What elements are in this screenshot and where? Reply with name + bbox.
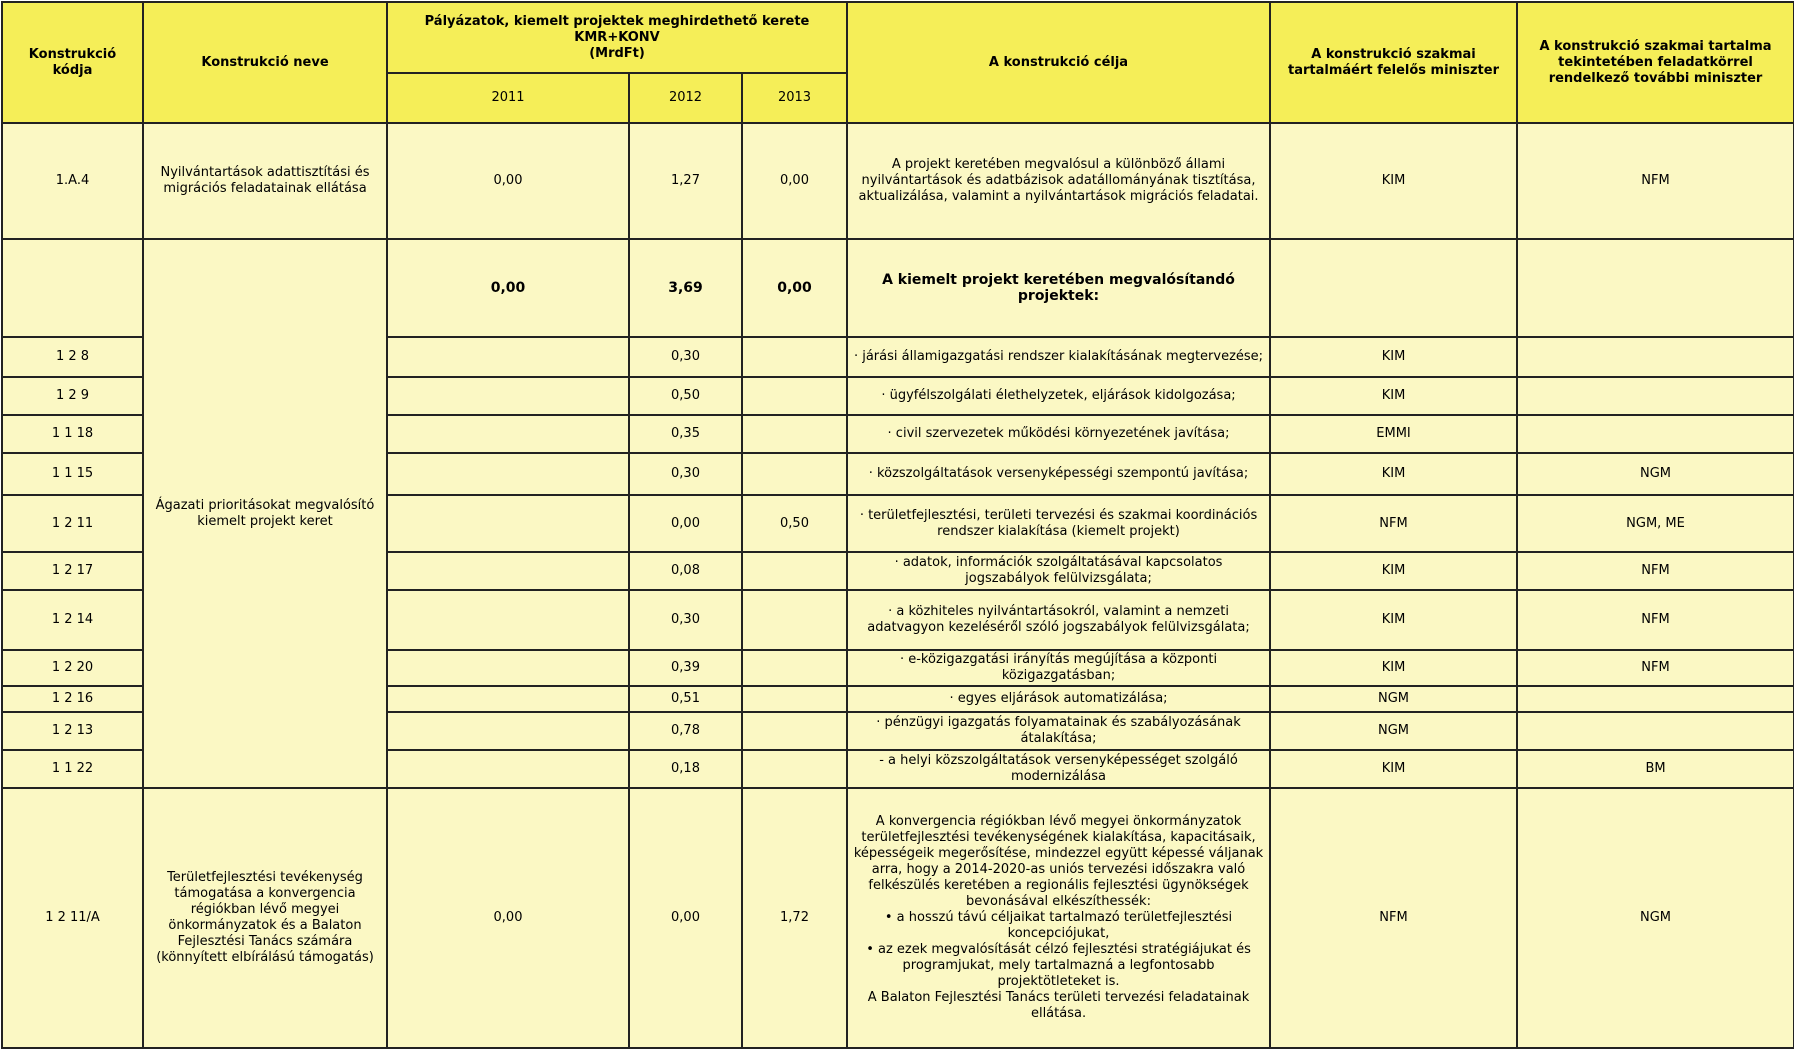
- cell-2012: 0,35: [629, 415, 742, 453]
- cell-code: 1 2 11/A: [2, 788, 143, 1048]
- cell-2011: [387, 712, 629, 750]
- cell-code: 1 1 18: [2, 415, 143, 453]
- cell-code: 1 2 8: [2, 337, 143, 377]
- cell-2013: 0,00: [742, 239, 847, 337]
- cell-2011: [387, 377, 629, 415]
- header-goal: A konstrukció célja: [847, 2, 1270, 123]
- cell-minister: KIM: [1270, 590, 1517, 650]
- cell-2011: [387, 590, 629, 650]
- cell-2012: 0,51: [629, 686, 742, 712]
- cell-2013: 0,00: [742, 123, 847, 239]
- cell-minister: KIM: [1270, 337, 1517, 377]
- cell-minister: NGM: [1270, 686, 1517, 712]
- cell-name: Területfejlesztési tevékenység támogatása a konvergencia régiókban lévő megyei önkormányzatok és a Balaton Fejlesztési Tanács számára (könnyített elbírálású támogatás): [143, 788, 387, 1048]
- header-budget-line2: KMR+KONV: [574, 29, 660, 45]
- cell-minister: NFM: [1270, 788, 1517, 1048]
- cell-code: 1 2 11: [2, 495, 143, 552]
- cell-minister: KIM: [1270, 377, 1517, 415]
- cell-2011: [387, 750, 629, 788]
- cell-code: [2, 239, 143, 337]
- cell-2013: 1,72: [742, 788, 847, 1048]
- cell-minister: NGM: [1270, 712, 1517, 750]
- cell-2011: [387, 552, 629, 590]
- cell-code: 1.A.4: [2, 123, 143, 239]
- table-row: [2, 239, 1794, 337]
- cell-2013: [742, 337, 847, 377]
- cell-goal: · járási államigazgatási rendszer kialakításának megtervezése;: [847, 337, 1270, 377]
- cell-code: 1 2 9: [2, 377, 143, 415]
- cell-2013: [742, 686, 847, 712]
- header-year-2012: 2012: [629, 73, 742, 123]
- cell-2012: 0,30: [629, 337, 742, 377]
- header-budget: [387, 2, 847, 73]
- cell-2011: 0,00: [387, 239, 629, 337]
- cell-minister: KIM: [1270, 650, 1517, 686]
- cell-goal: · közszolgáltatások versenyképességi szempontú javítása;: [847, 453, 1270, 495]
- cell-2011: 0,00: [387, 123, 629, 239]
- table-row: [2, 788, 1794, 1048]
- cell-goal: · a közhiteles nyilvántartásokról, valamint a nemzeti adatvagyon kezeléséről szóló jogszabályok felülvizsgálata;: [847, 590, 1270, 650]
- cell-2012: 0,78: [629, 712, 742, 750]
- cell-other-minister: NGM: [1517, 788, 1794, 1048]
- header-year-2011: 2011: [387, 73, 629, 123]
- cell-2012: 3,69: [629, 239, 742, 337]
- cell-goal: · civil szervezetek működési környezetének javítása;: [847, 415, 1270, 453]
- cell-2011: [387, 650, 629, 686]
- cell-minister: [1270, 239, 1517, 337]
- header-other-minister: A konstrukció szakmai tartalma tekintetében feladatkörrel rendelkező további miniszter: [1517, 2, 1794, 123]
- cell-other-minister: NGM, ME: [1517, 495, 1794, 552]
- goal-line: • a hosszú távú céljaikat tartalmazó területfejlesztési koncepciójukat,: [884, 910, 1233, 941]
- cell-2013: [742, 650, 847, 686]
- cell-2011: [387, 337, 629, 377]
- cell-goal: [847, 788, 1270, 1048]
- cell-other-minister: [1517, 686, 1794, 712]
- cell-goal: · adatok, információk szolgáltatásával kapcsolatos jogszabályok felülvizsgálata;: [847, 552, 1270, 590]
- cell-2012: 0,08: [629, 552, 742, 590]
- cell-2012: 0,00: [629, 495, 742, 552]
- cell-2011: 0,00: [387, 788, 629, 1048]
- cell-2012: 0,18: [629, 750, 742, 788]
- cell-2013: [742, 377, 847, 415]
- cell-code: 1 1 22: [2, 750, 143, 788]
- cell-code: 1 1 15: [2, 453, 143, 495]
- header-budget-line1: Pályázatok, kiemelt projektek meghirdethető kerete: [424, 13, 810, 29]
- header-code: Konstrukció kódja: [2, 2, 143, 123]
- cell-other-minister: [1517, 377, 1794, 415]
- cell-minister: KIM: [1270, 552, 1517, 590]
- cell-2011: [387, 453, 629, 495]
- cell-2013: [742, 712, 847, 750]
- table-row: [2, 123, 1794, 239]
- cell-goal: A kiemelt projekt keretében megvalósítandó projektek:: [847, 239, 1270, 337]
- header-minister: A konstrukció szakmai tartalmáért felelős miniszter: [1270, 2, 1517, 123]
- cell-2011: [387, 415, 629, 453]
- cell-goal: · pénzügyi igazgatás folyamatainak és szabályozásának átalakítása;: [847, 712, 1270, 750]
- cell-other-minister: [1517, 239, 1794, 337]
- cell-2013: [742, 750, 847, 788]
- cell-2012: 0,50: [629, 377, 742, 415]
- cell-other-minister: [1517, 415, 1794, 453]
- cell-minister: NFM: [1270, 495, 1517, 552]
- cell-goal: A projekt keretében megvalósul a különböző állami nyilvántartások és adatbázisok adatállományának tisztítása, aktualizálása, valamint a nyilvántartások migrációs feladatai.: [847, 123, 1270, 239]
- cell-2011: [387, 686, 629, 712]
- cell-2013: [742, 590, 847, 650]
- cell-code: 1 2 20: [2, 650, 143, 686]
- cell-other-minister: NGM: [1517, 453, 1794, 495]
- cell-2013: 0,50: [742, 495, 847, 552]
- construction-table: [1, 1, 1794, 1049]
- header-budget-line3: (MrdFt): [589, 45, 645, 61]
- cell-code: 1 2 16: [2, 686, 143, 712]
- cell-2012: 0,39: [629, 650, 742, 686]
- header-name: Konstrukció neve: [143, 2, 387, 123]
- cell-other-minister: [1517, 712, 1794, 750]
- cell-2013: [742, 552, 847, 590]
- goal-line: • az ezek megvalósítását célzó fejlesztési stratégiájukat és programjukat, mely tartalmazná a legfontosabb projektötleteket is.: [866, 942, 1251, 989]
- cell-other-minister: NFM: [1517, 123, 1794, 239]
- cell-code: 1 2 13: [2, 712, 143, 750]
- cell-2011: [387, 495, 629, 552]
- cell-other-minister: NFM: [1517, 650, 1794, 686]
- cell-other-minister: BM: [1517, 750, 1794, 788]
- cell-goal: · területfejlesztési, területi tervezési és szakmai koordinációs rendszer kialakítása (kiemelt projekt): [847, 495, 1270, 552]
- cell-goal: · e-közigazgatási irányítás megújítása a központi közigazgatásban;: [847, 650, 1270, 686]
- cell-goal: · ügyfélszolgálati élethelyzetek, eljárások kidolgozása;: [847, 377, 1270, 415]
- cell-2013: [742, 415, 847, 453]
- cell-other-minister: NFM: [1517, 552, 1794, 590]
- cell-2012: 1,27: [629, 123, 742, 239]
- cell-code: 1 2 17: [2, 552, 143, 590]
- goal-line: A konvergencia régiókban lévő megyei önkormányzatok területfejlesztési tevékenységének kialakítása, kapacitásaik, képességeik megerősítése, mindezzel együtt képessé váljanak arra, hogy a 2014-2020-as uniós tervezési időszakra való felkészülés keretében a regionális fejlesztési ügynökségek bevonásával elkészíthessék:: [853, 814, 1264, 909]
- cell-name: Nyilvántartások adattisztítási és migrációs feladatainak ellátása: [143, 123, 387, 239]
- cell-goal: - a helyi közszolgáltatások versenyképességet szolgáló modernizálása: [847, 750, 1270, 788]
- goal-line: A Balaton Fejlesztési Tanács területi tervezési feladatainak ellátása.: [867, 990, 1250, 1021]
- header-year-2013: 2013: [742, 73, 847, 123]
- cell-2013: [742, 453, 847, 495]
- header-row: [2, 2, 1794, 73]
- cell-minister: KIM: [1270, 123, 1517, 239]
- cell-2012: 0,30: [629, 590, 742, 650]
- cell-minister: EMMI: [1270, 415, 1517, 453]
- cell-minister: KIM: [1270, 453, 1517, 495]
- cell-other-minister: [1517, 337, 1794, 377]
- cell-2012: 0,30: [629, 453, 742, 495]
- cell-minister: KIM: [1270, 750, 1517, 788]
- cell-name: Ágazati prioritásokat megvalósító kiemelt projekt keret: [143, 239, 387, 788]
- cell-goal: · egyes eljárások automatizálása;: [847, 686, 1270, 712]
- cell-2012: 0,00: [629, 788, 742, 1048]
- cell-code: 1 2 14: [2, 590, 143, 650]
- cell-other-minister: NFM: [1517, 590, 1794, 650]
